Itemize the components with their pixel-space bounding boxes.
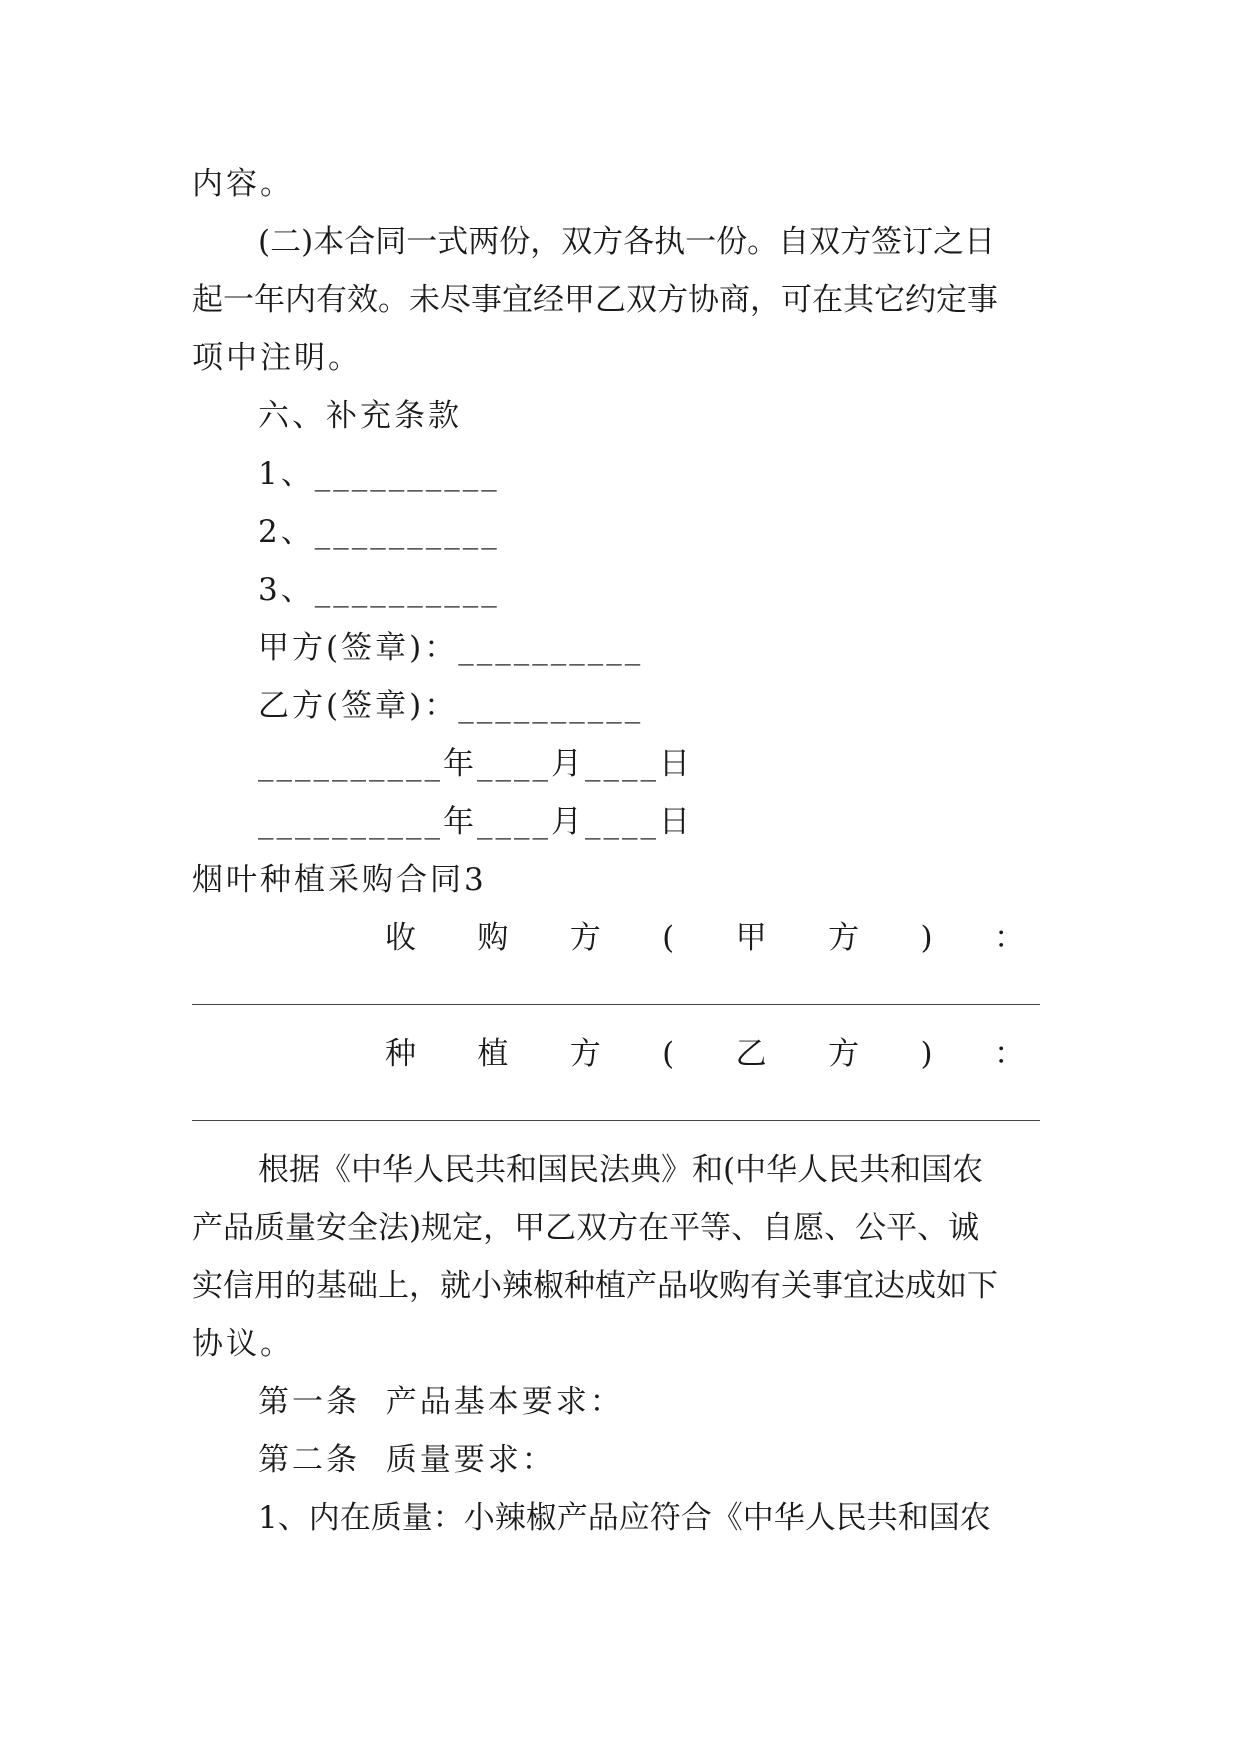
contract-title: 烟叶种植采购合同3 xyxy=(192,862,487,898)
text-line xyxy=(258,1498,1052,1538)
text-line: 项中注明。 xyxy=(192,340,362,376)
char: 方 xyxy=(828,920,860,956)
text-line xyxy=(258,1150,1052,1190)
text-line xyxy=(258,222,1052,262)
char: 甲 xyxy=(735,920,767,956)
text-line-content: 产品质量安全法)规定，甲乙双方在平等、自愿、公平、诚 xyxy=(192,1210,980,1246)
article-heading: 第二条 质量要求： xyxy=(258,1442,556,1478)
date-line: __________年____月____日 xyxy=(258,804,693,840)
article-heading: 第一条 产品基本要求： xyxy=(258,1384,624,1420)
clause-blank: 2、__________ xyxy=(258,514,500,550)
char: ( xyxy=(662,920,675,956)
fill-in-rule xyxy=(192,1004,1040,1005)
char: 购 xyxy=(477,920,509,956)
fill-in-rule xyxy=(192,1120,1040,1121)
clause-blank: 1、__________ xyxy=(258,456,500,492)
date-line: __________年____月____日 xyxy=(258,746,693,782)
party-a-signature: 甲方(签章)：__________ xyxy=(258,630,644,666)
char: ) xyxy=(920,1036,933,1072)
text-line-content: (二)本合同一式两份，双方各执一份。自双方签订之日 xyxy=(258,224,996,260)
text-line: 内容。 xyxy=(192,166,294,202)
text-line-content: 1、内在质量：小辣椒产品应符合《中华人民共和国农 xyxy=(258,1500,991,1536)
party-b-signature: 乙方(签章)：__________ xyxy=(258,688,644,724)
char: 方 xyxy=(569,1036,601,1072)
section-heading: 六、补充条款 xyxy=(258,398,462,434)
text-line xyxy=(192,1208,1052,1248)
char: 种 xyxy=(385,1036,416,1072)
char: 植 xyxy=(477,1036,509,1072)
text-line-content: 起一年内有效。未尽事宜经甲乙双方协商，可在其它约定事 xyxy=(192,282,998,318)
grower-party-line xyxy=(385,1034,1025,1074)
text-line: 协议。 xyxy=(192,1326,294,1362)
text-line-content: 根据《中华人民共和国民法典》和(中华人民共和国农 xyxy=(258,1152,984,1188)
char: 方 xyxy=(569,920,601,956)
char: 收 xyxy=(385,920,416,956)
char: ) xyxy=(920,920,933,956)
text-line xyxy=(192,1266,1052,1306)
char: ： xyxy=(993,920,1025,956)
text-line-content: 实信用的基础上，就小辣椒种植产品收购有关事宜达成如下 xyxy=(192,1268,998,1304)
char: 方 xyxy=(828,1036,860,1072)
char: ( xyxy=(662,1036,675,1072)
char: 乙 xyxy=(735,1036,767,1072)
buyer-party-line xyxy=(385,918,1025,958)
char: ： xyxy=(993,1036,1025,1072)
clause-blank: 3、__________ xyxy=(258,572,500,608)
text-line xyxy=(192,280,1052,320)
